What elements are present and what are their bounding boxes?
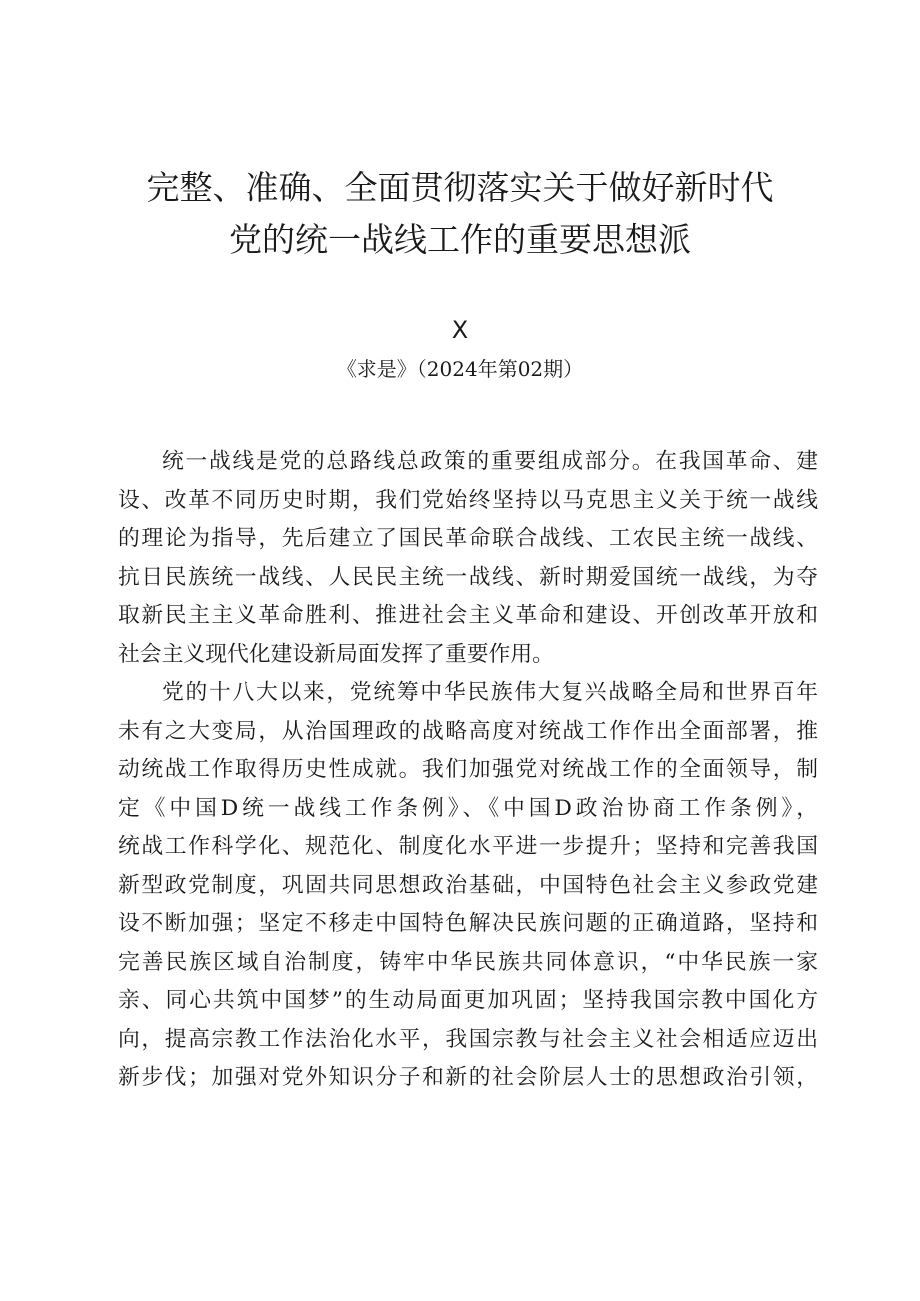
text-line: 亲、同心共筑中国梦”的生动局面更加巩固；坚持我国宗教中国化方 [118,988,818,1013]
text-line: 抗日民族统一战线、人民民主统一战线、新时期爱国统一战线，为夺 [118,564,818,590]
text-line: 党的十八大以来，党统筹中华民族伟大复兴战略全局和世界百年 [162,680,818,705]
article-body [118,443,818,1098]
text-line: 统一战线是党的总路线总政策的重要组成部分。在我国革命、建 [162,449,818,474]
text-line: 新步伐；加强对党外知识分子和新的社会阶层人士的思想政治引领， [118,1065,818,1090]
text-line: 取新民主主义革命胜利、推进社会主义革命和建设、开创改革开放和 [118,603,818,628]
text-line: 设不断加强；坚定不移走中国特色解决民族问题的正确道路，坚持和 [118,911,818,936]
paragraph-2 [118,674,818,1098]
text-line: 未有之大变局，从治国理政的战略高度对统战工作作出全面部署，推 [118,718,818,744]
document-title [100,162,820,266]
publication-source: 《求是》（2024年第02期） [336,357,584,381]
text-line: 向，提高宗教工作法治化水平，我国宗教与社会主义社会相适应迈出 [118,1026,818,1052]
text-line: 的理论为指导，先后建立了国民革命联合战线、工农民主统一战线、 [118,526,818,551]
title-line: 党的统一战线工作的重要思想派 [229,220,691,259]
text-line: 动统战工作取得历史性成就。我们加强党对统战工作的全面领导，制 [118,757,818,782]
text-line: 定《中国D统一战线工作条例》、《中国D政治协商工作条例》， [118,795,818,821]
paragraph-1 [118,443,818,674]
text-line: 设、改革不同历史时期，我们党始终坚持以马克思主义关于统一战线 [118,487,818,513]
text-line: 统战工作科学化、规范化、制度化水平进一步提升；坚持和完善我国 [118,834,818,859]
text-line: 新型政党制度，巩固共同思想政治基础，中国特色社会主义参政党建 [118,872,818,898]
text-line: 社会主义现代化建设新局面发挥了重要作用。 [118,641,554,667]
title-line: 完整、准确、全面贯彻落实关于做好新时代 [146,168,774,207]
author-name: X [451,316,469,344]
text-line: 完善民族区域自治制度，铸牢中华民族共同体意识，“中华民族一家 [118,949,818,975]
